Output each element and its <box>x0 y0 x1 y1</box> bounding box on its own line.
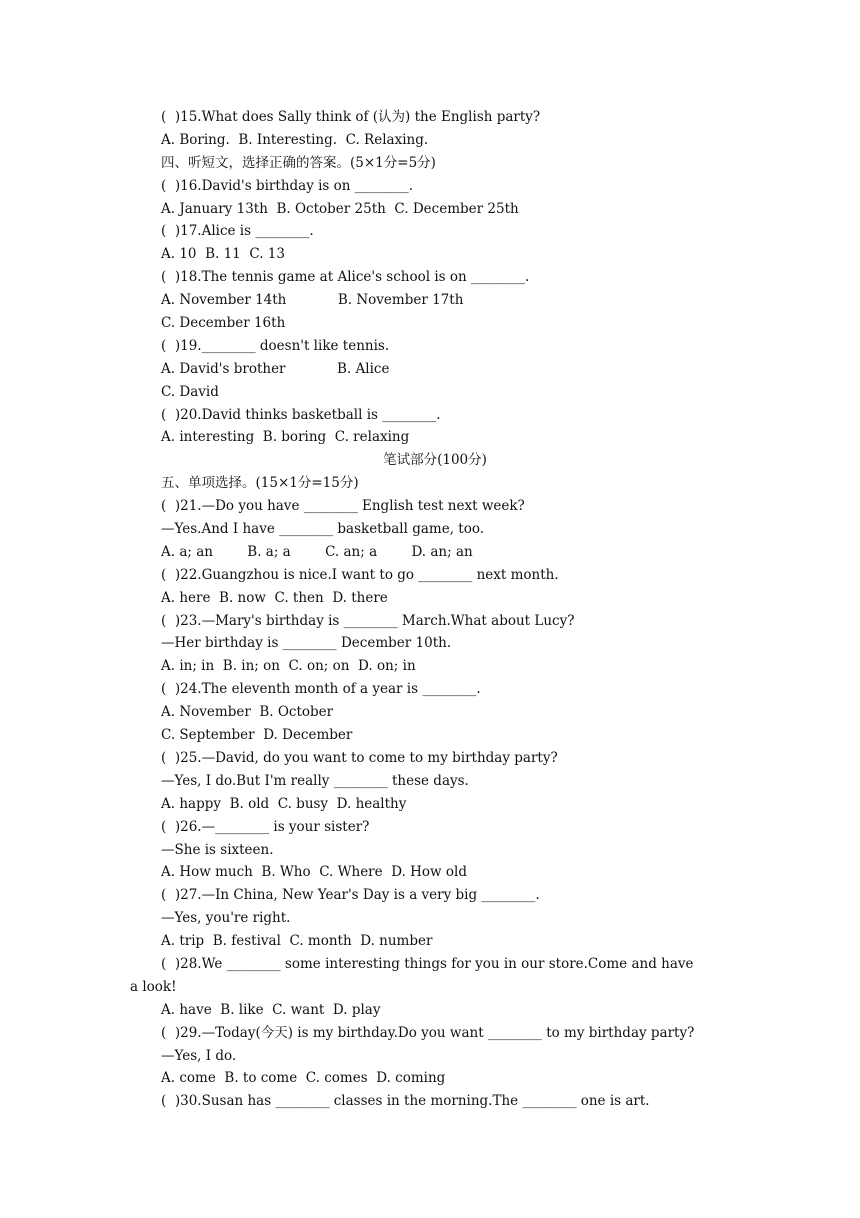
question-27-reply: —Yes, you're right. <box>161 910 291 927</box>
options-24-a-b: A. November B. October <box>161 704 334 721</box>
options-23: A. in; in B. in; on C. on; on D. on; in <box>161 658 416 675</box>
document-content <box>130 106 740 1113</box>
question-27: ( )27.—In China, New Year's Day is a very big ________. <box>161 887 540 904</box>
options-27: A. trip B. festival C. month D. number <box>161 933 433 950</box>
question-26: ( )26.—________ is your sister? <box>161 818 370 835</box>
question-29-reply: —Yes, I do. <box>161 1047 237 1064</box>
question-16: ( )16.David's birthday is on ________. <box>161 177 414 194</box>
question-25: ( )25.—David, do you want to come to my birthday party? <box>161 749 558 766</box>
question-22: ( )22.Guangzhou is nice.I want to go ________ next month. <box>161 566 559 583</box>
question-17: ( )17.Alice is ________. <box>161 223 314 240</box>
question-21: ( )21.—Do you have ________ English test next week? <box>161 498 525 515</box>
options-17: A. 10 B. 11 C. 13 <box>161 246 285 263</box>
options-29: A. come B. to come C. comes D. coming <box>161 1070 446 1087</box>
question-28-continued: a look! <box>130 978 177 995</box>
question-19: ( )19.________ doesn't like tennis. <box>161 337 390 354</box>
options-22: A. here B. now C. then D. there <box>161 589 388 606</box>
question-24: ( )24.The eleventh month of a year is ________. <box>161 681 481 698</box>
question-23-reply: —Her birthday is ________ December 10th. <box>161 635 452 652</box>
question-28: ( )28.We ________ some interesting things for you in our store.Come and have <box>161 955 694 972</box>
question-26-reply: —She is sixteen. <box>161 841 274 858</box>
options-15: A. Boring. B. Interesting. C. Relaxing. <box>161 131 429 148</box>
options-24-c-d: C. September D. December <box>161 727 353 744</box>
question-20: ( )20.David thinks basketball is ________. <box>161 406 441 423</box>
options-26: A. How much B. Who C. Where D. How old <box>161 864 467 881</box>
options-19-c: C. David <box>161 383 219 400</box>
options-28: A. have B. like C. want D. play <box>161 1001 381 1018</box>
options-19-a-b: A. David's brother B. Alice <box>161 360 390 377</box>
options-16: A. January 13th B. October 25th C. December 25th <box>161 200 519 217</box>
options-20: A. interesting B. boring C. relaxing <box>161 429 410 446</box>
question-29: ( )29.—Today(今天) is my birthday.Do you want ________ to my birthday party? <box>161 1024 695 1041</box>
question-30: ( )30.Susan has ________ classes in the morning.The ________ one is art. <box>161 1093 650 1110</box>
section-heading-5: 五、单项选择。(15×1分=15分) <box>161 475 359 492</box>
options-18-a-b: A. November 14th B. November 17th <box>161 292 464 309</box>
question-21-reply: —Yes.And I have ________ basketball game, too. <box>161 521 485 538</box>
question-23: ( )23.—Mary's birthday is ________ March.What about Lucy? <box>161 612 575 629</box>
question-25-reply: —Yes, I do.But I'm really ________ these days. <box>161 772 469 789</box>
written-part-heading: 笔试部分(100分) <box>383 452 487 469</box>
options-25: A. happy B. old C. busy D. healthy <box>161 795 407 812</box>
question-15: ( )15.What does Sally think of (认为) the English party? <box>161 109 541 125</box>
section-heading-4: 四、听短文，选择正确的答案。(5×1分=5分) <box>161 154 436 171</box>
options-21: A. a; an B. a; a C. an; a D. an; an <box>161 543 473 560</box>
question-18: ( )18.The tennis game at Alice's school is on ________. <box>161 269 530 286</box>
options-18-c: C. December 16th <box>161 315 286 332</box>
